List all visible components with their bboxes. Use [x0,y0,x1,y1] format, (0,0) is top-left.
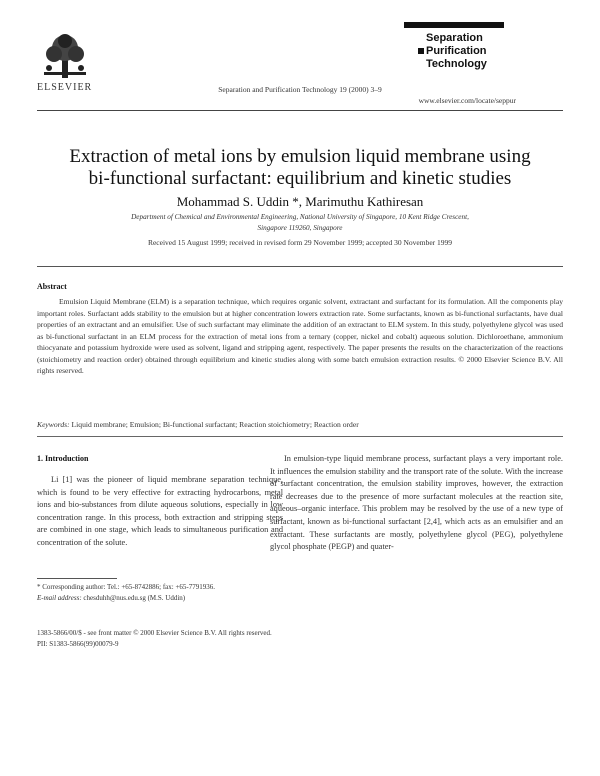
keywords-divider [37,436,563,437]
keywords-list: Liquid membrane; Emulsion; Bi-functional surfactant; Reaction stoichiometry; Reaction order [69,420,359,429]
journal-citation: Separation and Purification Technology 19 (2000) 3–9 [218,85,382,94]
article-authors: Mohammad S. Uddin *, Marimuthu Kathiresan [176,194,424,209]
affiliation-line2: Singapore 119260, Singapore [257,224,343,232]
keywords-label: Keywords: [37,420,70,429]
body-right-column: In emulsion-type liquid membrane process, surfactant plays a very important role. It influences the emulsion stability and the transport rate of the solute. With the increase of surfactant concentration, the emulsion stability improves, however, the extraction rate decreases due to the presence of more surfactant molecules at the reaction site, aqueous–organic interface. This problem may be resolved by the use of a new type of surfactant, known as bi-functional surfactant [2,4], which acts as an emulsifier and an extractant. These surfactants are mostly, polyethylene glycol (PEG), polyethylene glycol phosphate (PEGP) and quater- [270,454,563,552]
author-affiliation [60,212,540,234]
abstract-divider [37,266,563,267]
journal-logo-line1: Separation [426,32,483,44]
affiliation-line1: Department of Chemical and Environmental Engineering, National University of Singapore, 10 Kent Ridge Crescent, [131,213,469,221]
journal-logo-square [418,48,424,54]
footnote-email-label: E-mail address: [37,594,82,602]
journal-logo-line3: Technology [426,58,487,70]
imprint [37,628,272,650]
abstract-text: Emulsion Liquid Membrane (ELM) is a separation technique, which requires organic solvent, extractant and surfactant for its formulation. All the components play important roles. Surfactant adds stability to the emulsion but at higher concentration lowers extraction rate. Some surfactants, known as bi-functional surfactants, have dual properties of an extractant and an emulsifier. Use of such surfactant may eliminate the addition of an extractant to ELM system. In this study, polyethylene glycol was used as bi-functional surfactant in an ELM process for the extraction of metal ions from a ternary (copper, nickel and cobalt) aqueous solution. Dichloroethane, ammonium thiocyanate and potassium hydroxide were used as solvent, ligand and stripping agent, respectively. The paper presents the results on the characterization of the reactions (stoichiometry and reaction order) obtained through equilibrium and kinetic studies along with some batch emulsion extraction results. © 2000 Elsevier Science B.V. All rights reserved. [37,297,563,375]
header-divider [37,110,563,111]
elsevier-tree-logo [40,32,90,80]
section-heading: 1. Introduction [37,454,89,463]
article-title [0,146,600,190]
publisher-name: ELSEVIER [37,82,93,93]
footnote-divider [37,578,117,579]
article-title-line2: bi-functional surfactant: equilibrium and kinetic studies [88,168,512,189]
imprint-line2: PII: S1383-5866(99)00079-9 [37,640,119,648]
journal-logo-line2: Purification [426,45,487,57]
footnote-email-address[interactable]: chesduhh@nus.edu.sg (M.S. Uddin) [81,594,186,602]
article-title-line1: Extraction of metal ions by emulsion liquid membrane using [69,146,531,167]
abstract-heading: Abstract [37,282,67,291]
journal-url[interactable]: www.elsevier.com/locate/seppur [418,96,516,105]
journal-logo-bar [404,22,504,28]
imprint-line1: 1383-5866/00/$ - see front matter © 2000 Elsevier Science B.V. All rights reserved. [37,629,272,637]
footnote-email [37,593,287,604]
footnote [37,582,287,604]
journal-logo [404,22,504,84]
keywords-line [37,420,563,429]
body-left-column: Li [1] was the pioneer of liquid membrane separation technique, which is found to be very effective for extracting hydrocarbons, metal ions and bio-substances from dilute aqueous solutions, especially in low concentration range. In this process, both extraction and stripping steps are combined in one stage, which leads to simultaneous purification and concentration of the solute. [37,475,283,547]
article-dates: Received 15 August 1999; received in revised form 29 November 1999; accepted 30 November 1999 [147,238,453,247]
footnote-corresponding: * Corresponding author: Tel.: +65-8742886; fax: +65-7791936. [37,583,215,591]
